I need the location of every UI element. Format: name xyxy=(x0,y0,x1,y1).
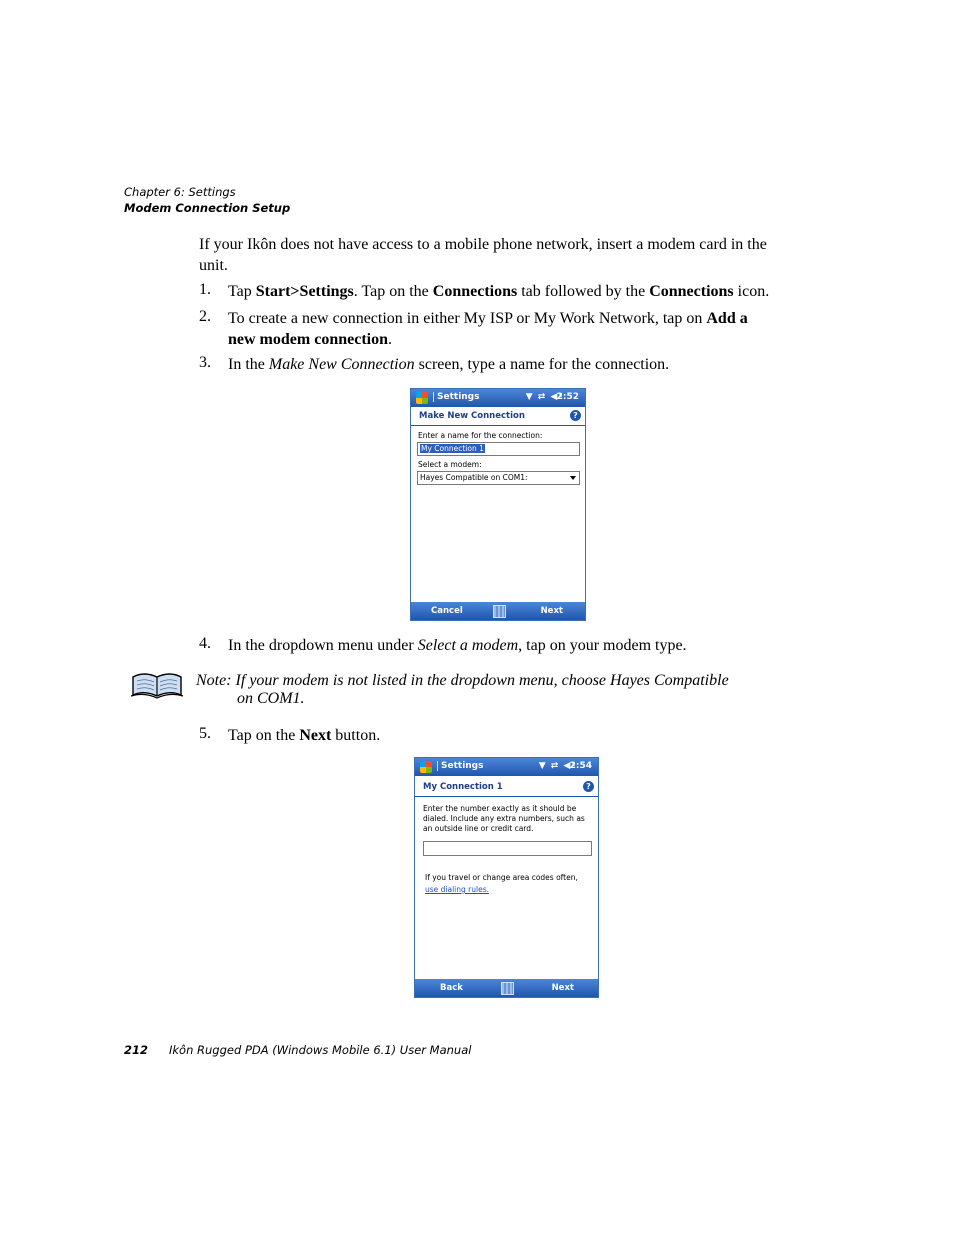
windows-start-icon xyxy=(420,761,432,773)
keyboard-icon xyxy=(501,982,514,995)
next-softkey: Next xyxy=(540,606,563,616)
step-1-number: 1. xyxy=(199,281,211,298)
connection-name-input xyxy=(417,442,580,456)
step-2-text: To create a new connection in either My ISP or My Work Network, tap on Add a new modem connection. xyxy=(228,310,748,348)
modem-value: Hayes Compatible on COM1: xyxy=(420,473,528,482)
phone-number-input xyxy=(423,841,592,856)
step-5-text: Tap on the Next button. xyxy=(228,727,381,744)
step-5-number: 5. xyxy=(199,725,211,742)
status-icons: ▼ ⇄ ◀ᵡ xyxy=(538,761,576,771)
subtitle-text: My Connection 1 xyxy=(423,782,503,792)
step-4-text: In the dropdown menu under Select a modem, tap on your modem type. xyxy=(228,637,687,654)
dialing-rules-link: use dialing rules. xyxy=(425,885,489,894)
windows-start-icon xyxy=(416,392,428,404)
note-line-2: on COM1. xyxy=(237,690,305,707)
screenshot-my-connection xyxy=(414,757,599,998)
note-line-1: Note: If your modem is not listed in the dropdown menu, choose Hayes Compatible xyxy=(196,672,729,689)
softkey-bar xyxy=(411,602,585,620)
dialing-rules-text: If you travel or change area codes often, use dialing rules. xyxy=(425,873,578,894)
step-3-text: In the Make New Connection screen, type a name for the connection. xyxy=(228,356,670,373)
step-1-text: Tap Start>Settings. Tap on the Connections tab followed by the Connections icon. xyxy=(228,283,770,300)
chapter-header: Chapter 6: Settings xyxy=(124,185,236,199)
connection-name-value: My Connection 1 xyxy=(421,444,484,453)
keyboard-icon xyxy=(493,605,506,618)
manual-title: Ikôn Rugged PDA (Windows Mobile 6.1) User Manual xyxy=(169,1043,472,1057)
next-softkey: Next xyxy=(551,983,574,993)
clock: 2:54 xyxy=(569,761,592,771)
modem-select xyxy=(417,471,580,485)
step-4-number: 4. xyxy=(199,635,211,652)
title-text: Settings xyxy=(437,761,483,771)
screenshot-make-new-connection xyxy=(410,388,586,621)
step-2-number: 2. xyxy=(199,308,211,325)
number-instructions: Enter the number exactly as it should be dialed. Include any extra numbers, such as an outside line or credit card. xyxy=(423,804,585,833)
step-3-number: 3. xyxy=(199,354,211,371)
clock: 2:52 xyxy=(556,392,579,402)
chevron-down-icon xyxy=(570,476,576,480)
book-icon xyxy=(130,669,184,699)
back-softkey: Back xyxy=(440,983,463,993)
title-text: Settings xyxy=(433,392,479,402)
section-header: Modem Connection Setup xyxy=(124,201,291,215)
subtitle-bar xyxy=(411,407,585,426)
modem-label: Select a modem: xyxy=(418,460,482,469)
intro-paragraph: If your Ikôn does not have access to a mobile phone network, insert a modem card in the unit. xyxy=(199,236,767,274)
name-label: Enter a name for the connection: xyxy=(418,431,543,440)
help-icon: ? xyxy=(570,410,581,421)
subtitle-text: Make New Connection xyxy=(419,411,525,421)
page-number: 212 xyxy=(124,1043,149,1057)
help-icon: ? xyxy=(583,781,594,792)
title-bar xyxy=(415,758,598,776)
softkey-bar xyxy=(415,979,598,997)
cancel-softkey: Cancel xyxy=(431,606,463,616)
subtitle-bar xyxy=(415,778,598,797)
title-bar xyxy=(411,389,585,407)
status-icons: ▼ ⇄ ◀ᵡ xyxy=(525,392,563,402)
